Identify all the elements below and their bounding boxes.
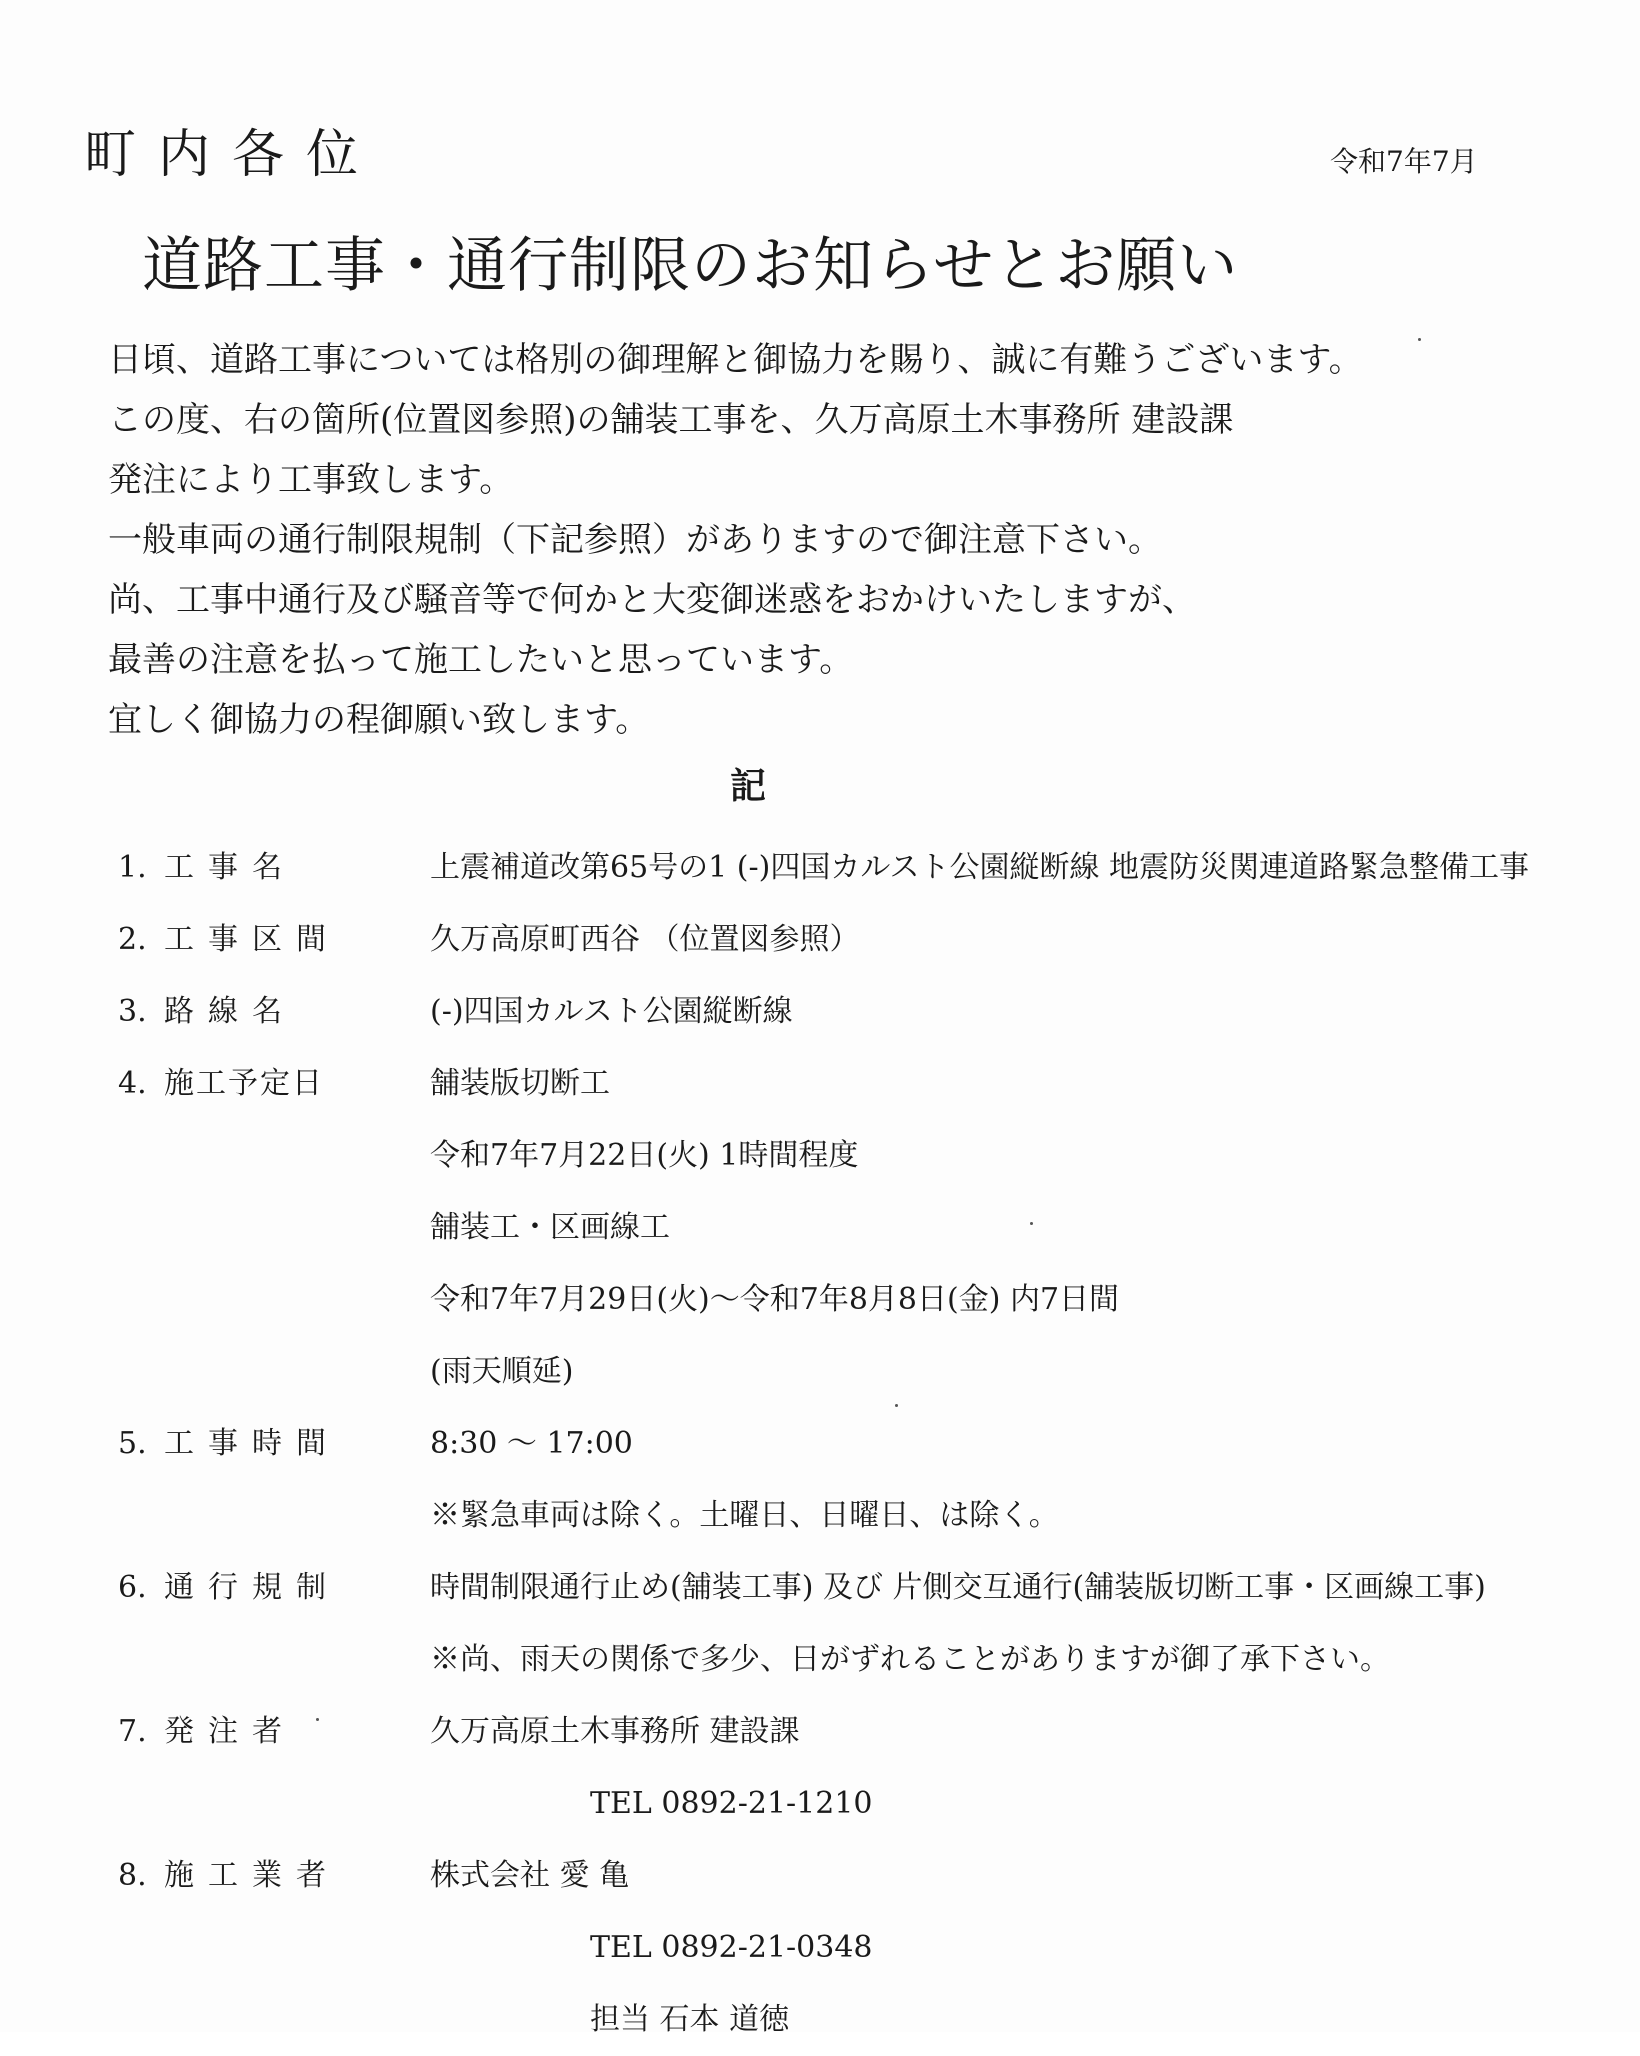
detail-item-route-name <box>118 976 1618 1048</box>
detail-item-construction-section <box>118 904 1618 976</box>
item-number: 2. <box>118 922 147 957</box>
item-label: 施工予定日 <box>164 1066 324 1101</box>
detail-item-schedule <box>118 1048 1618 1408</box>
item-value: 令和7年7月29日(火)～令和7年8月8日(金) 内7日間 <box>430 1282 1120 1317</box>
item-value: (雨天順延) <box>430 1354 574 1389</box>
page-title: 道路工事・通行制限のお知らせとお願い <box>142 231 1239 301</box>
body-line: 日頃、道路工事については格別の御理解と御協力を賜り、誠に有難うございます。 <box>108 340 1363 380</box>
item-label: 路線名 <box>164 994 296 1029</box>
item-value: (-)四国カルスト公園縦断線 <box>430 994 793 1029</box>
issue-date: 令和7年7月 <box>1330 145 1478 178</box>
detail-item-orderer <box>118 1696 1618 1840</box>
item-number: 8. <box>118 1858 147 1893</box>
body-line: 一般車両の通行制限規制（下記参照）がありますので御注意下さい。 <box>108 520 1162 560</box>
item-value: 久万高原町西谷 （位置図参照） <box>430 922 860 957</box>
item-label: 工事区間 <box>164 922 340 957</box>
scan-speck <box>1030 1222 1033 1225</box>
detail-item-work-hours <box>118 1408 1618 1552</box>
item-number: 7. <box>118 1714 147 1749</box>
item-value: 久万高原土木事務所 建設課 <box>430 1714 800 1749</box>
item-value: 時間制限通行止め(舗装工事) 及び 片側交互通行(舗装版切断工事・区画線工事) <box>430 1570 1486 1605</box>
body-line: 発注により工事致します。 <box>108 460 514 500</box>
body-line: 尚、工事中通行及び騒音等で何かと大変御迷惑をおかけいたしますが、 <box>108 580 1196 620</box>
item-label: 通行規制 <box>164 1570 340 1605</box>
item-number: 6. <box>118 1570 147 1605</box>
item-value: ※尚、雨天の関係で多少、日がずれることがありますが御了承下さい。 <box>430 1642 1390 1677</box>
item-value: 舗装版切断工 <box>430 1066 610 1101</box>
item-label: 施工業者 <box>164 1858 340 1893</box>
item-value: 8:30 ～ 17:00 <box>430 1426 633 1461</box>
scan-speck <box>895 1404 898 1407</box>
orderer-phone: TEL 0892-21-1210 <box>590 1786 873 1821</box>
item-value: 株式会社 愛 亀 <box>430 1858 630 1893</box>
contractor-phone: TEL 0892-21-0348 <box>590 1930 873 1965</box>
details-list <box>118 832 1618 2056</box>
item-value: 令和7年7月22日(火) 1時間程度 <box>430 1138 859 1173</box>
item-value: 上震補道改第65号の1 (-)四国カルスト公園縦断線 地震防災関連道路緊急整備工事 <box>430 850 1529 885</box>
detail-item-traffic-restriction <box>118 1552 1618 1696</box>
detail-item-construction-name <box>118 832 1618 904</box>
scan-speck <box>1418 338 1421 341</box>
item-number: 1. <box>118 850 147 885</box>
scan-speck <box>316 1718 319 1721</box>
item-label: 工事時間 <box>164 1426 340 1461</box>
contractor-contact: 担当 石本 道徳 <box>590 2002 790 2037</box>
item-number: 3. <box>118 994 147 1029</box>
item-label: 発注者 <box>164 1714 296 1749</box>
ki-heading: 記 <box>730 765 767 807</box>
detail-item-contractor <box>118 1840 1618 2056</box>
item-value: 舗装工・区画線工 <box>430 1210 670 1245</box>
item-number: 5. <box>118 1426 147 1461</box>
addressee: 町内各位 <box>84 125 381 185</box>
item-label: 工事名 <box>164 850 296 885</box>
body-text <box>108 330 1548 750</box>
item-number: 4. <box>118 1066 147 1101</box>
item-value: ※緊急車両は除く。土曜日、日曜日、は除く。 <box>430 1498 1059 1533</box>
body-line: 宜しく御協力の程御願い致します。 <box>108 700 650 740</box>
body-line: 最善の注意を払って施工したいと思っています。 <box>108 640 854 680</box>
body-line: この度、右の箇所(位置図参照)の舗装工事を、久万高原土木事務所 建設課 <box>108 400 1234 440</box>
